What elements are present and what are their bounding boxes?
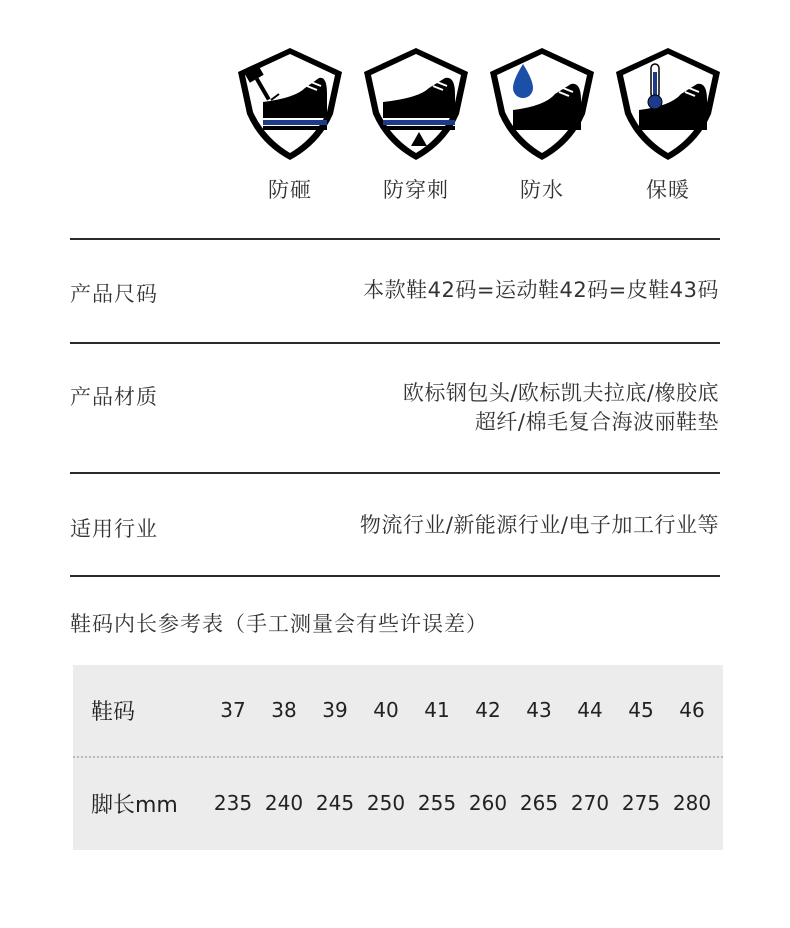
table-cell: 40 (373, 698, 399, 722)
size-label: 产品尺码 (70, 282, 158, 306)
table-cell: 275 (621, 791, 661, 815)
table-cell: 43 (526, 698, 552, 722)
table-row-lengths (73, 758, 723, 850)
table-cell: 245 (315, 791, 355, 815)
table-cell: 260 (468, 791, 508, 815)
table-cell: 44 (577, 698, 603, 722)
table-cell: 45 (628, 698, 654, 722)
size-value: 本款鞋42码=运动鞋42码=皮鞋43码 (363, 278, 719, 302)
industry-value: 物流行业/新能源行业/电子加工行业等 (359, 513, 719, 537)
waterdrop-shoe-shield-icon (487, 44, 597, 164)
feature-anti-smash (232, 44, 348, 204)
table-title: 鞋码内长参考表（手工测量会有些许误差） (70, 612, 488, 636)
size-table (73, 665, 723, 850)
puncture-shoe-shield-icon (361, 44, 471, 164)
divider (70, 472, 720, 474)
material-value (403, 379, 719, 437)
feature-label: 防砸 (268, 178, 312, 202)
table-cell: 41 (424, 698, 450, 722)
table-cell: 270 (570, 791, 610, 815)
table-cell: 280 (672, 791, 712, 815)
table-cell: 46 (679, 698, 705, 722)
table-cell: 38 (271, 698, 297, 722)
industry-label: 适用行业 (70, 517, 158, 541)
hammer-shoe-shield-icon (235, 44, 345, 164)
table-cell: 39 (322, 698, 348, 722)
feature-waterproof (484, 44, 600, 204)
table-cell: 265 (519, 791, 559, 815)
material-value-line2: 超纤/棉毛复合海波丽鞋垫 (474, 410, 719, 434)
feature-label: 防水 (520, 178, 564, 202)
feature-warm (610, 44, 726, 204)
divider (70, 342, 720, 344)
row-header-length: 脚长mm (91, 793, 178, 818)
table-cell: 42 (475, 698, 501, 722)
divider (70, 238, 720, 240)
table-cell: 37 (220, 698, 246, 722)
table-cell: 250 (366, 791, 406, 815)
thermometer-shoe-shield-icon (613, 44, 723, 164)
table-cell: 255 (417, 791, 457, 815)
material-label: 产品材质 (70, 385, 158, 409)
table-row-sizes (73, 665, 723, 757)
table-cell: 240 (264, 791, 304, 815)
divider (70, 575, 720, 577)
feature-icons (232, 44, 727, 204)
row-header-size: 鞋码 (91, 700, 136, 725)
feature-anti-puncture (358, 44, 474, 204)
feature-label: 保暖 (646, 178, 690, 202)
table-cell: 235 (213, 791, 253, 815)
material-value-line1: 欧标钢包头/欧标凯夫拉底/橡胶底 (402, 381, 719, 405)
feature-label: 防穿刺 (383, 178, 449, 202)
